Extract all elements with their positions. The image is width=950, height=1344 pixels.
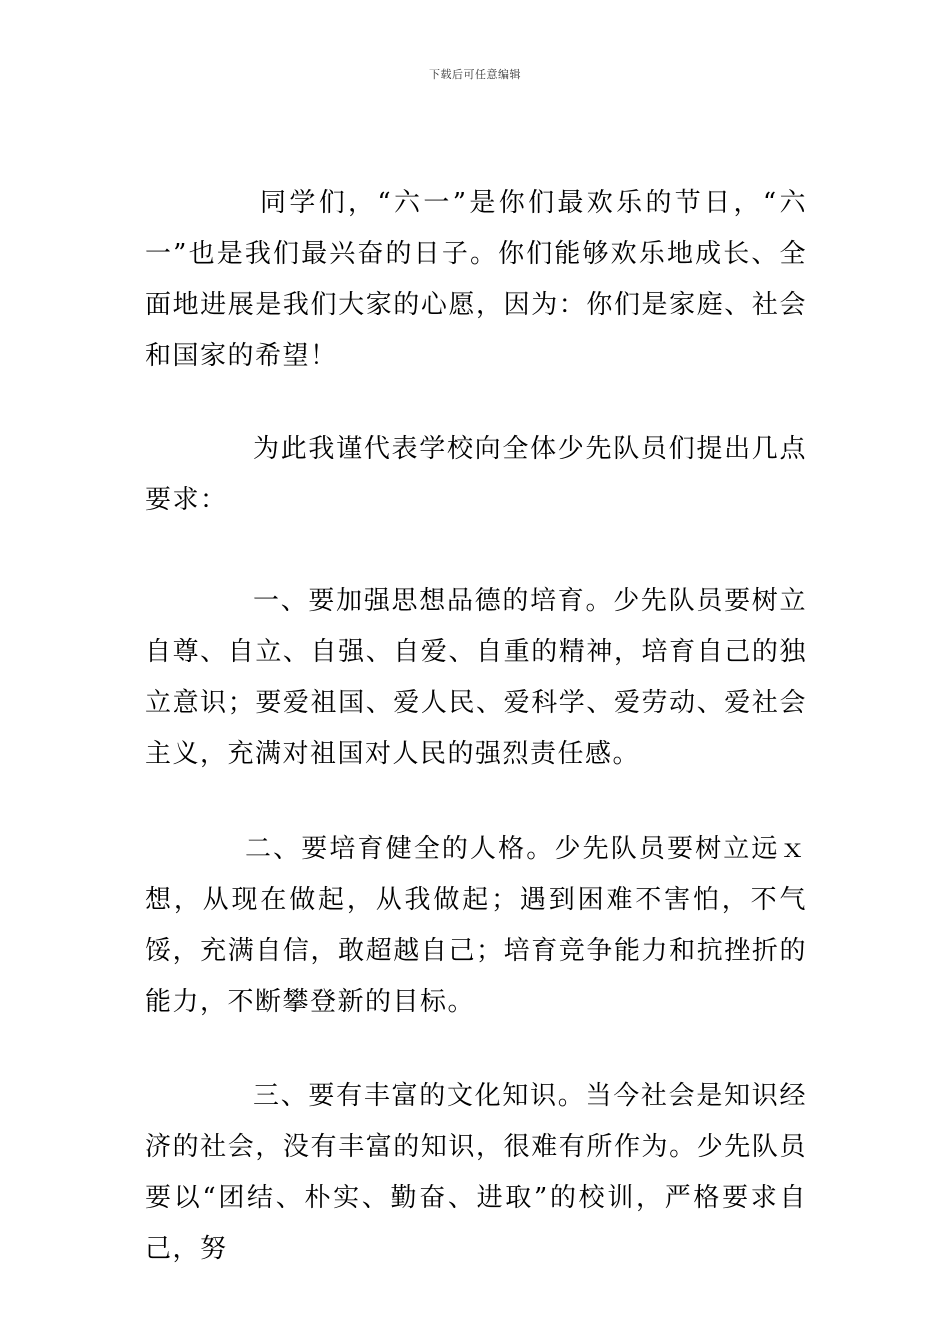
paragraph-intro-requirements: 为此我谨代表学校向全体少先队员们提出几点要求： xyxy=(145,434,807,515)
paragraph-requirement-1: 一、要加强思想品德的培育。少先队员要树立自尊、自立、自强、自爱、自重的精神，培育自己的独立意识；要爱祖国、爱人民、爱科学、爱劳动、爱社会主义，充满对祖国对人民的强烈责任感。 xyxy=(145,586,807,769)
paragraph-requirement-3: 三、要有丰富的文化知识。当今社会是知识经济的社会，没有丰富的知识，很难有所作为。少先队员要以“团结、朴实、勤奋、进取”的校训，严格要求自己，努 xyxy=(145,1081,807,1264)
page-header: 下载后可任意编辑 xyxy=(429,68,521,81)
paragraph-requirement-2: 二、要培育健全的人格。少先队员要树立远ｘ想，从现在做起，从我做起；遇到困难不害怕，不气馁，充满自信，敢超越自己；培育竞争能力和抗挫折的能力，不断攀登新的目标。 xyxy=(145,834,807,1017)
paragraph-greeting: 同学们，“六一”是你们最欢乐的节日，“六一”也是我们最兴奋的日子。你们能够欢乐地成长、全面地进展是我们大家的心愿，因为：你们是家庭、社会和国家的希望！ xyxy=(145,188,807,371)
